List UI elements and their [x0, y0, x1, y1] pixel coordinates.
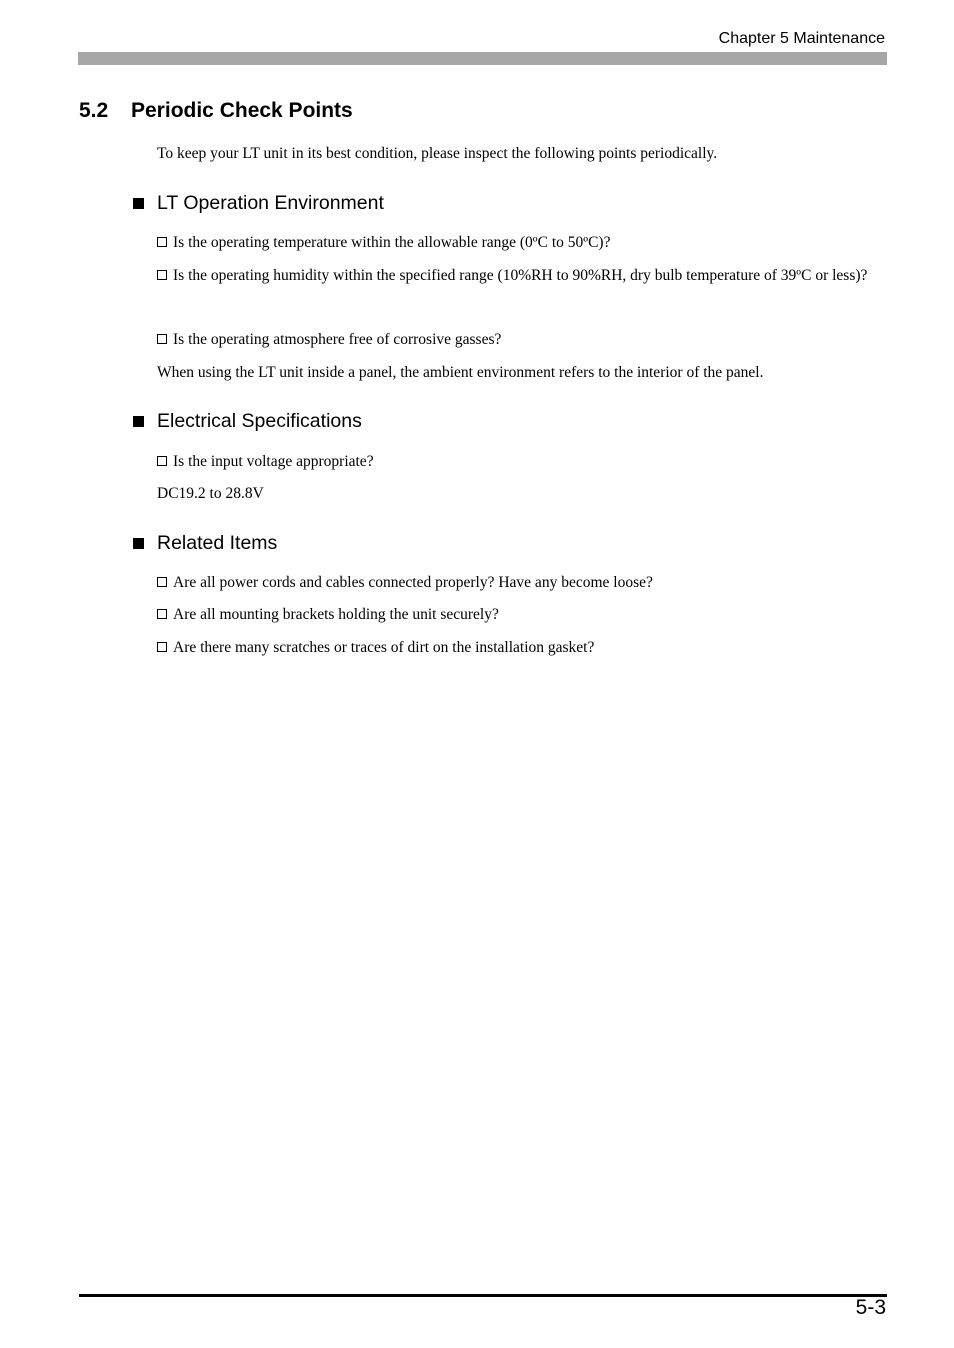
subheading-text: LT Operation Environment [157, 192, 384, 214]
bullet-square-icon [133, 538, 144, 549]
checkbox-icon [157, 577, 167, 587]
subheading-text: Related Items [157, 532, 278, 554]
checkbox-icon [157, 609, 167, 619]
footer-rule [79, 1294, 887, 1297]
checkbox-icon [157, 456, 167, 466]
checklist-item [157, 260, 887, 292]
checklist-item-text: Is the input voltage appropriate? [173, 453, 374, 470]
checklist-item-text: Are there many scratches or traces of dirt on the installation gasket? [173, 639, 595, 656]
checkbox-icon [157, 237, 167, 247]
subheading-text: Electrical Specifications [157, 410, 362, 432]
header-bar [78, 52, 887, 65]
voltage-note: DC19.2 to 28.8V [157, 485, 264, 502]
section-title-text: Periodic Check Points [131, 99, 353, 122]
checklist-item-text: Is the operating atmosphere free of corrosive gasses? [173, 331, 502, 348]
bullet-square-icon [133, 416, 144, 427]
checklist-item [157, 567, 653, 599]
chapter-header: Chapter 5 Maintenance [718, 30, 885, 47]
checklist-item-text: Are all mounting brackets holding the unit securely? [173, 606, 499, 623]
intro-paragraph: To keep your LT unit in its best condition, please inspect the following points periodically. [157, 145, 718, 162]
checkbox-icon [157, 642, 167, 652]
checklist-item [157, 632, 594, 664]
checkbox-icon [157, 270, 167, 280]
bullet-square-icon [133, 198, 144, 209]
checklist-item-text: Are all power cords and cables connected properly? Have any become loose? [173, 574, 653, 591]
subheading-operation-environment [133, 192, 384, 215]
checklist-item [157, 324, 501, 356]
page-number: 5-3 [855, 1296, 886, 1319]
environment-note: When using the LT unit inside a panel, the ambient environment refers to the interior of the panel. [157, 364, 764, 381]
checklist-item-text: Is the operating temperature within the allowable range (0ºC to 50ºC)? [173, 234, 611, 251]
checkbox-icon [157, 334, 167, 344]
checklist-item-text: Is the operating humidity within the specified range (10%RH to 90%RH, dry bulb temperature of 39ºC or less)? [173, 267, 868, 284]
subheading-electrical-specifications [133, 410, 362, 433]
checklist-item [157, 446, 374, 478]
subheading-related-items [133, 532, 277, 555]
checklist-item [157, 599, 499, 631]
section-title [79, 99, 353, 123]
checklist-item [157, 227, 610, 259]
section-number: 5.2 [79, 99, 109, 122]
